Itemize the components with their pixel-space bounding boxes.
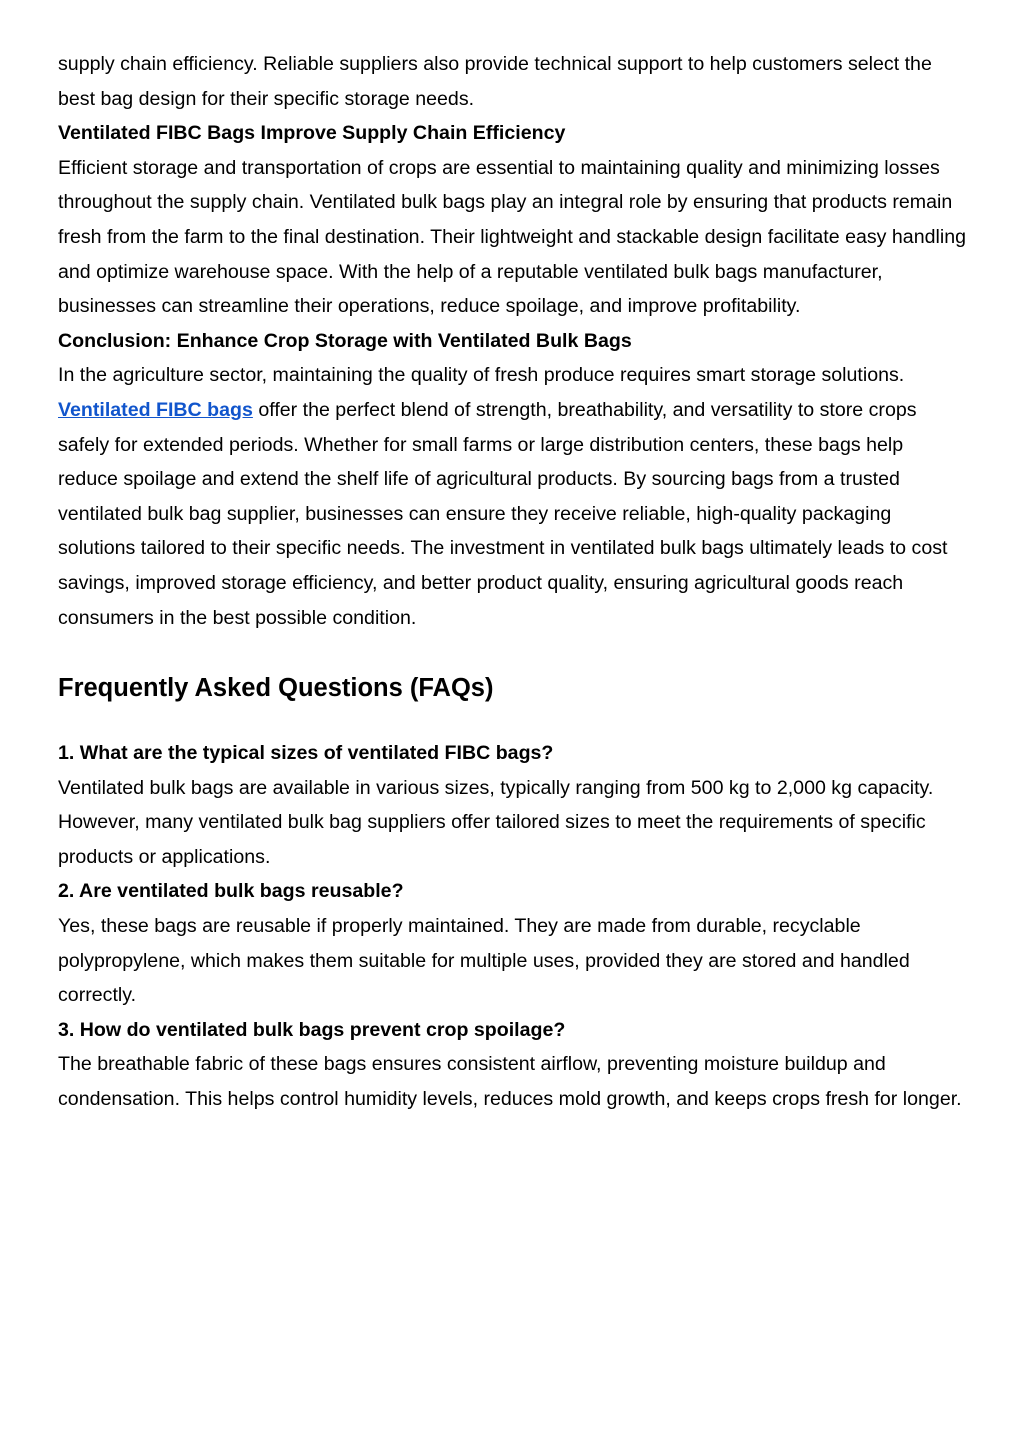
faq-question: 2. Are ventilated bulk bags reusable?: [58, 880, 404, 903]
conclusion-text-before-link: In the agriculture sector, maintaining the quality of fresh produce requires smart storage solutions.: [58, 364, 905, 387]
conclusion-heading: Conclusion: Enhance Crop Storage with Ventilated Bulk Bags: [58, 329, 632, 352]
faq-item: [58, 736, 966, 874]
conclusion-text-after-link: offer the perfect blend of strength, breathability, and versatility to store crops safely for extended periods. Whether for small farms or large distribution centers, these bags help reduce spoilage and extend the shelf life of agricultural products. By sourcing bags from a trusted ventilated bulk bag supplier, businesses can ensure they receive reliable, high-quality packaging solutions tailored to their specific needs. The investment in ventilated bulk bags ultimately leads to cost savings, improved storage efficiency, and better product quality, ensuring agricultural goods reach consumers in the best possible condition.: [58, 398, 948, 629]
faq-answer: Yes, these bags are reusable if properly maintained. They are made from durable, recyclable polypropylene, which makes them suitable for multiple uses, provided they are stored and handled correctly.: [58, 915, 910, 1007]
faq-list: [58, 736, 966, 1117]
faq-answer: The breathable fabric of these bags ensures consistent airflow, preventing moisture buildup and condensation. This helps control humidity levels, reduces mold growth, and keeps crops fresh for longer.: [58, 1053, 962, 1111]
efficiency-heading: Ventilated FIBC Bags Improve Supply Chain Efficiency: [58, 122, 566, 145]
faq-title: Frequently Asked Questions (FAQs): [58, 674, 494, 703]
faq-answer: Ventilated bulk bags are available in various sizes, typically ranging from 500 kg to 2,000 kg capacity. However, many ventilated bulk bag suppliers offer tailored sizes to meet the requirements of specific products or applications.: [58, 776, 934, 868]
intro-paragraph: supply chain efficiency. Reliable suppliers also provide technical support to help customers select the best bag design for their specific storage needs.: [58, 53, 932, 110]
faq-item: [58, 874, 966, 1012]
faq-question: 1. What are the typical sizes of ventilated FIBC bags?: [58, 742, 554, 765]
faq-question: 3. How do ventilated bulk bags prevent crop spoilage?: [58, 1018, 566, 1041]
conclusion-paragraph: [58, 358, 966, 635]
ventilated-fibc-bags-link[interactable]: Ventilated FIBC bags: [58, 398, 253, 421]
faq-item: [58, 1013, 966, 1117]
efficiency-paragraph: Efficient storage and transportation of crops are essential to maintaining quality and minimizing losses throughout the supply chain. Ventilated bulk bags play an integral role by ensuring that products remain fresh from the farm to the final destination. Their lightweight and stackable design facilitate easy handling and optimize warehouse space. With the help of a reputable ventilated bulk bags manufacturer, businesses can streamline their operations, reduce spoilage, and improve profitability.: [58, 156, 966, 318]
